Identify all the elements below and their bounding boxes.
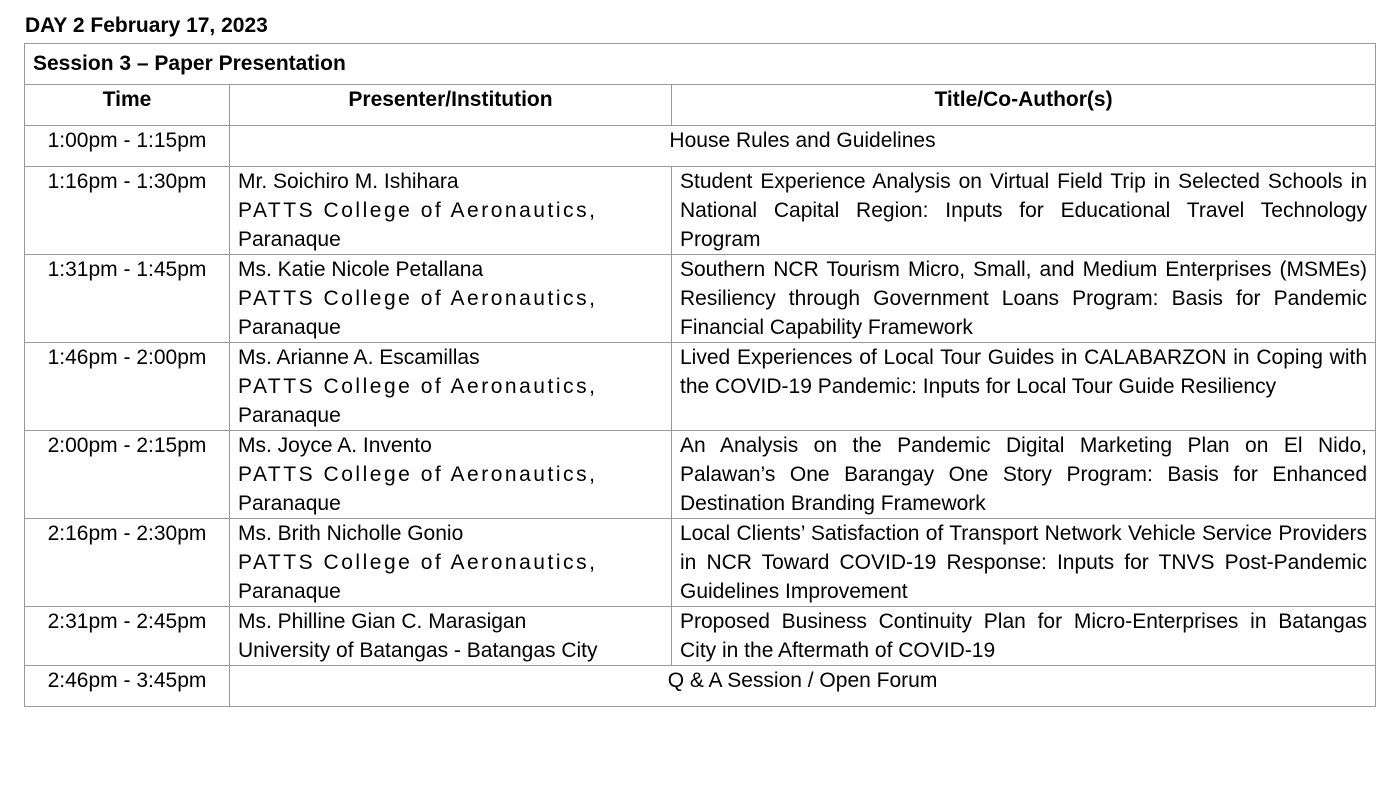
presenter-institution: PATTS College of Aeronautics, — [238, 551, 598, 574]
house-rules-cell: House Rules and Guidelines — [230, 126, 1376, 167]
time-cell: 1:16pm - 1:30pm — [25, 167, 230, 255]
presenter-name: Ms. Joyce A. Invento — [238, 434, 432, 457]
presenter-institution-city: Paranaque — [238, 228, 341, 251]
paper-title: Southern NCR Tourism Micro, Small, and Medium Enterprises (MSMEs) Resiliency through Government Loans Program: Basis for Pandemic Financial Capability Framework — [672, 255, 1376, 343]
column-header-row — [25, 85, 1376, 126]
presenter-institution: PATTS College of Aeronautics, — [238, 199, 598, 222]
table-row — [25, 255, 1376, 343]
time-cell: 2:46pm - 3:45pm — [25, 666, 230, 707]
time-cell: 2:16pm - 2:30pm — [25, 519, 230, 607]
paper-title: Student Experience Analysis on Virtual Field Trip in Selected Schools in National Capital Region: Inputs for Educational Travel Technology Program — [672, 167, 1376, 255]
time-cell: 1:00pm - 1:15pm — [25, 126, 230, 167]
presenter-name: Ms. Philline Gian C. Marasigan — [238, 610, 527, 633]
presenter-institution: University of Batangas - Batangas City — [238, 639, 598, 662]
presenter-cell — [230, 431, 672, 519]
presenter-cell — [230, 519, 672, 607]
presenter-cell — [230, 255, 672, 343]
column-header-title: Title/Co-Author(s) — [672, 85, 1376, 126]
open-forum-cell: Q & A Session / Open Forum — [230, 666, 1376, 707]
paper-title: Proposed Business Continuity Plan for Micro-Enterprises in Batangas City in the Aftermath of COVID-19 — [672, 607, 1376, 666]
presenter-institution-city: Paranaque — [238, 580, 341, 603]
presenter-cell — [230, 167, 672, 255]
table-row — [25, 431, 1376, 519]
session-row — [25, 44, 1376, 85]
presenter-cell — [230, 607, 672, 666]
schedule-table — [24, 43, 1376, 707]
session-title: Session 3 – Paper Presentation — [25, 44, 1376, 85]
day-header: DAY 2 February 17, 2023 — [25, 14, 268, 37]
column-header-time: Time — [25, 85, 230, 126]
time-cell: 1:31pm - 1:45pm — [25, 255, 230, 343]
presenter-cell — [230, 343, 672, 431]
presenter-institution: PATTS College of Aeronautics, — [238, 463, 598, 486]
table-row — [25, 607, 1376, 666]
time-cell: 2:31pm - 2:45pm — [25, 607, 230, 666]
time-cell: 2:00pm - 2:15pm — [25, 431, 230, 519]
time-cell: 1:46pm - 2:00pm — [25, 343, 230, 431]
table-row — [25, 519, 1376, 607]
presenter-institution-city: Paranaque — [238, 404, 341, 427]
presenter-name: Mr. Soichiro M. Ishihara — [238, 170, 459, 193]
paper-title: Local Clients’ Satisfaction of Transport Network Vehicle Service Providers in NCR Toward COVID-19 Response: Inputs for TNVS Post-Pandemic Guidelines Improvement — [672, 519, 1376, 607]
presenter-institution: PATTS College of Aeronautics, — [238, 287, 598, 310]
presenter-institution: PATTS College of Aeronautics, — [238, 375, 598, 398]
presenter-name: Ms. Arianne A. Escamillas — [238, 346, 480, 369]
table-row — [25, 666, 1376, 707]
presenter-name: Ms. Brith Nicholle Gonio — [238, 522, 464, 545]
table-row — [25, 343, 1376, 431]
presenter-name: Ms. Katie Nicole Petallana — [238, 258, 484, 281]
column-header-presenter: Presenter/Institution — [230, 85, 672, 126]
paper-title: Lived Experiences of Local Tour Guides in CALABARZON in Coping with the COVID-19 Pandemic: Inputs for Local Tour Guide Resiliency — [672, 343, 1376, 431]
presenter-institution-city: Paranaque — [238, 492, 341, 515]
presenter-institution-city: Paranaque — [238, 316, 341, 339]
table-row — [25, 167, 1376, 255]
paper-title: An Analysis on the Pandemic Digital Marketing Plan on El Nido, Palawan’s One Barangay One Story Program: Basis for Enhanced Destination Branding Framework — [672, 431, 1376, 519]
table-row — [25, 126, 1376, 167]
